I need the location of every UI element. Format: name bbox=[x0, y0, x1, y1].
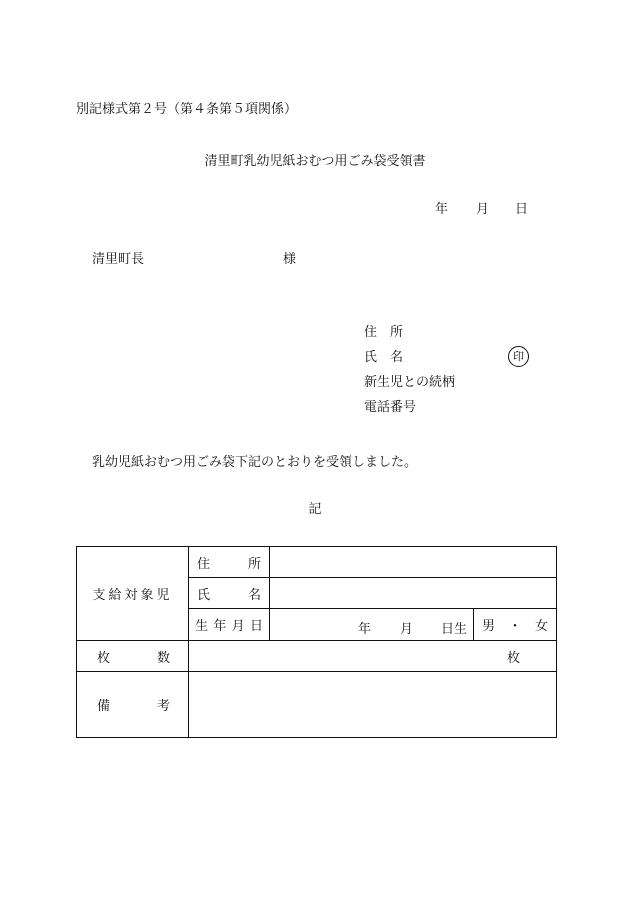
count-unit: 枚 bbox=[506, 650, 520, 666]
seal-mark-icon: 印 bbox=[508, 346, 529, 367]
name-label-cell bbox=[189, 578, 270, 609]
birthdate-value-cell[interactable] bbox=[270, 609, 474, 641]
birthdate-label-char: 日 bbox=[249, 619, 263, 634]
date-month-label: 月 bbox=[476, 202, 490, 217]
applicant-phone-label: 電話番号 bbox=[364, 400, 417, 415]
date-day-label: 日 bbox=[515, 202, 529, 217]
sex-male-option[interactable]: 男 bbox=[482, 619, 496, 634]
address-label-char: 住 bbox=[197, 556, 211, 572]
addressee-honorific: 様 bbox=[283, 252, 297, 267]
name-label-char: 名 bbox=[247, 587, 261, 603]
birthdate-label-char: 月 bbox=[231, 619, 245, 634]
receipt-statement: 乳幼児紙おむつ用ごみ袋下記のとおりを受領しました。 bbox=[92, 455, 418, 470]
name-value-cell[interactable] bbox=[270, 578, 557, 609]
applicant-name-label: 氏 名 bbox=[364, 350, 404, 365]
table-row bbox=[77, 641, 557, 672]
count-value-cell[interactable] bbox=[189, 641, 557, 672]
sex-cell[interactable] bbox=[474, 609, 557, 641]
table-row bbox=[77, 547, 557, 578]
birth-year-label: 年 bbox=[358, 622, 372, 637]
addressee-name: 清里町長 bbox=[92, 252, 145, 267]
sex-female-option[interactable]: 女 bbox=[534, 619, 548, 634]
sex-separator: ・ bbox=[508, 619, 522, 634]
applicant-relation-label: 新生児との続柄 bbox=[364, 375, 456, 390]
address-value-cell[interactable] bbox=[270, 547, 557, 578]
count-label-char: 枚 bbox=[97, 650, 111, 666]
applicant-address-label: 住 所 bbox=[364, 325, 404, 340]
form-number: 別記様式第２号（第４条第５項関係） bbox=[76, 102, 298, 117]
birth-month-label: 月 bbox=[400, 622, 414, 637]
count-label-char: 数 bbox=[156, 650, 170, 666]
remarks-value-cell[interactable] bbox=[189, 672, 557, 738]
remarks-label-char: 備 bbox=[97, 699, 111, 714]
ki-heading: 記 bbox=[308, 502, 322, 517]
document-title: 清里町乳幼児紙おむつ用ごみ袋受領書 bbox=[204, 154, 426, 169]
count-label-cell bbox=[77, 641, 189, 672]
birthdate-label-cell bbox=[189, 609, 270, 641]
target-child-label: 支給対象児 bbox=[77, 547, 189, 641]
remarks-label-cell bbox=[77, 672, 189, 738]
remarks-label-char: 考 bbox=[156, 699, 170, 714]
table-row bbox=[77, 672, 557, 738]
birthdate-label-char: 生 bbox=[195, 619, 209, 634]
date-year-label: 年 bbox=[435, 202, 449, 217]
receipt-table bbox=[76, 546, 557, 738]
birth-day-label: 日生 bbox=[441, 622, 468, 637]
address-label-cell bbox=[189, 547, 270, 578]
address-label-char: 所 bbox=[247, 556, 261, 572]
birthdate-label-char: 年 bbox=[213, 619, 227, 634]
name-label-char: 氏 bbox=[197, 587, 211, 603]
